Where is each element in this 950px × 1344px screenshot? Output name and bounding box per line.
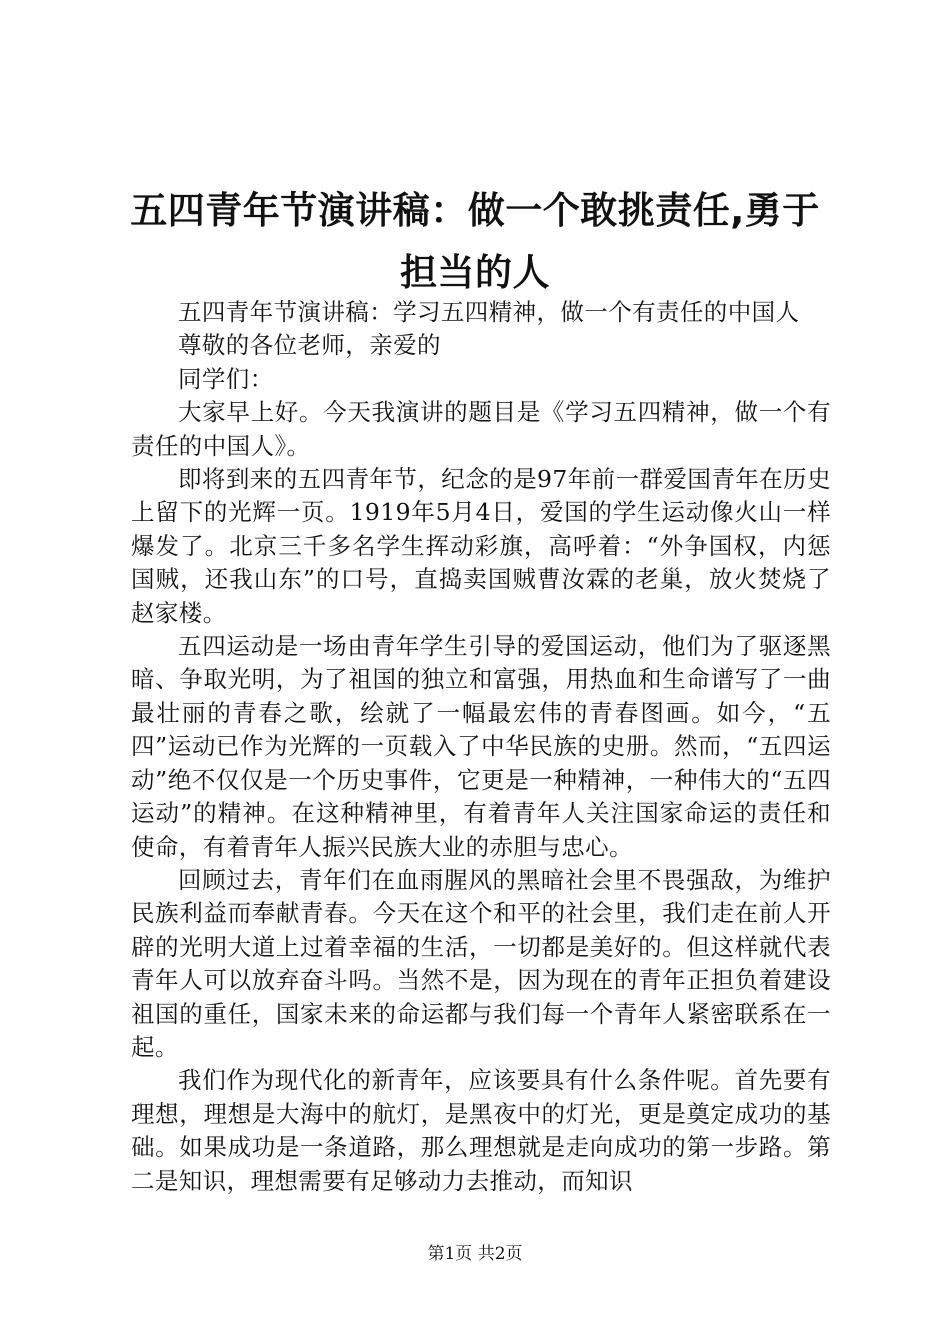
page-number-footer: 第1页 共2页	[427, 1244, 523, 1264]
paragraph: 同学们：	[178, 364, 274, 393]
paragraph: 尊敬的各位老师，亲爱的	[178, 331, 441, 360]
paragraph: 五四运动是一场由青年学生引导的爱国运动，他们为了驱逐黑暗、争取光明，为了祖国的独立和富强，用热血和生命谱写了一曲最壮丽的青春之歌，绘就了一幅最宏伟的青春图画。如今，“五四”运动已作为光辉的一页载入了中华民族的史册。然而，“五四运动”绝不仅仅是一个历史事件，它更是一种精神，一种伟大的“五四运动”的精神。在这种精神里，有着青年人关注国家命运的责任和使命，有着青年人振兴民族大业的赤胆与忠心。	[131, 632, 831, 861]
paragraph: 回顾过去，青年们在血雨腥风的黑暗社会里不畏强敌，为维护民族利益而奉献青春。今天在这个和平的社会里，我们走在前人开辟的光明大道上过着幸福的生活，一切都是美好的。但这样就代表青年人可以放弃奋斗吗。当然不是，因为现在的青年正担负着建设祖国的重任，国家未来的命运都与我们每一个青年人紧密联系在一起。	[131, 865, 831, 1061]
paragraph: 大家早上好。今天我演讲的题目是《学习五四精神，做一个有责任的中国人》。	[131, 398, 831, 460]
paragraph: 我们作为现代化的新青年，应该要具有什么条件呢。首先要有理想，理想是大海中的航灯，是黑夜中的灯光，更是奠定成功的基础。如果成功是一条道路，那么理想就是走向成功的第一步路。第二是知识，理想需要有足够动力去推动，而知识	[131, 1066, 831, 1195]
paragraph: 五四青年节演讲稿：学习五四精神，做一个有责任的中国人	[178, 298, 800, 326]
document-title: 五四青年节演讲稿：做一个敢挑责任,勇于担当的人	[130, 189, 820, 294]
paragraph: 即将到来的五四青年节，纪念的是97年前一群爱国青年在历史上留下的光辉一页。1919年5月4日，爱国的学生运动像火山一样爆发了。北京三千多名学生挥动彩旗，高呼着：“外争国权，内惩国贼，还我山东”的口号，直捣卖国贼曹汝霖的老巢，放火焚烧了赵家楼。	[131, 465, 831, 627]
document-body	[131, 296, 831, 1198]
